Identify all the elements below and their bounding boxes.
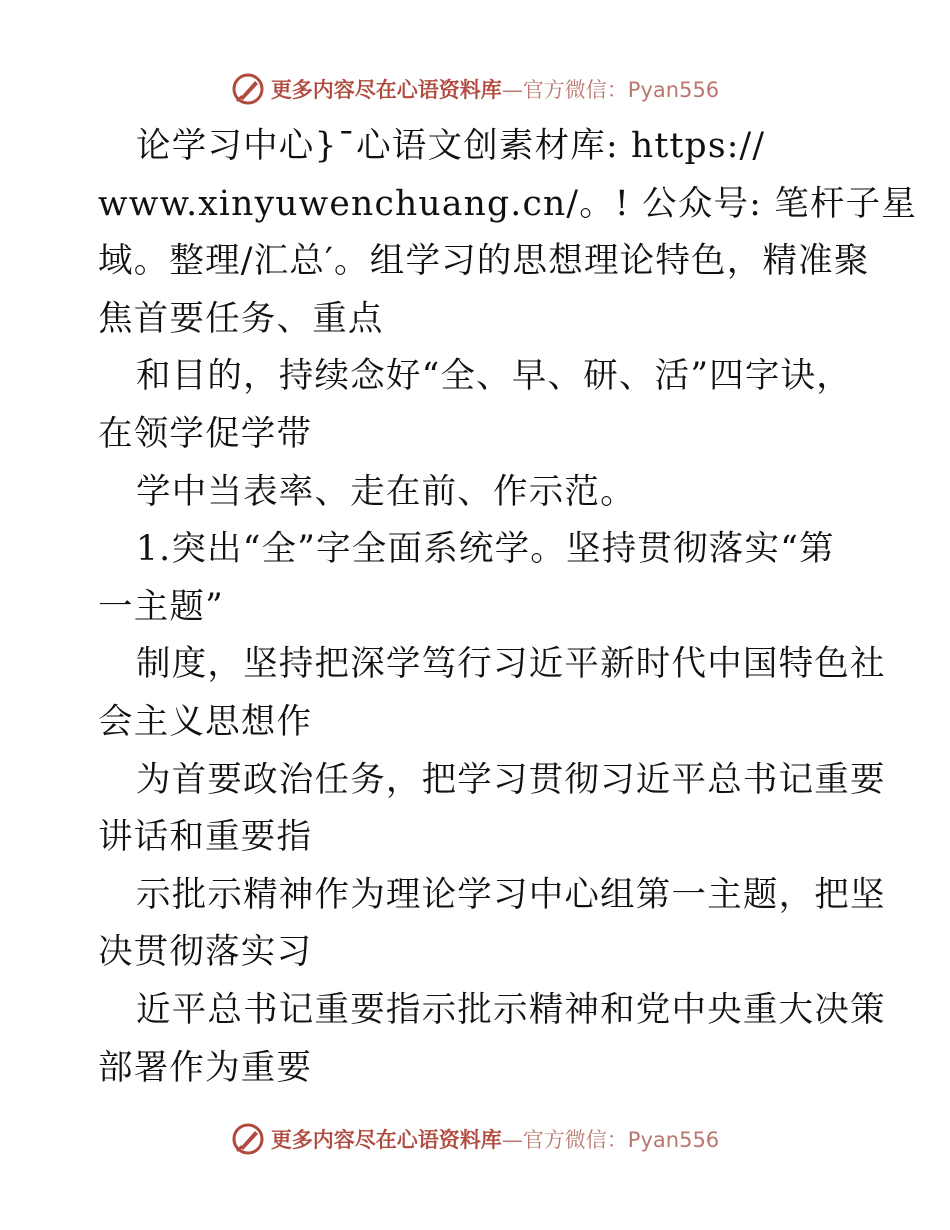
body-line-3: 域。整理/汇总′。组学习的思想理论特色，精准聚 — [98, 241, 870, 282]
body-line-14: 示批示精神作为理论学习中心组第一主题，把坚 — [136, 874, 886, 915]
body-line-8: 1.突出“全”字全面系统学。坚持贯彻落实“第 — [136, 529, 835, 570]
body-line-6: 在领学促学带 — [98, 413, 313, 454]
body-line-9: 一主题” — [98, 586, 224, 627]
body-line-10: 制度，坚持把深学笃行习近平新时代中国特色社 — [136, 644, 886, 685]
feather-pen-logo-icon — [231, 1122, 265, 1156]
body-line-17: 部署作为重要 — [98, 1047, 313, 1088]
body-line-13: 讲话和重要指 — [98, 817, 313, 858]
header-watermark-main: 更多内容尽在心语资料库 — [270, 78, 502, 102]
feather-pen-logo-icon — [231, 72, 265, 106]
body-line-2: www.xinyuwenchuang.cn/。! 公众号: 笔杆子星 — [98, 183, 918, 224]
document-body — [98, 118, 918, 1097]
body-line-7: 学中当表率、走在前、作示范。 — [136, 471, 636, 512]
footer-watermark-main: 更多内容尽在心语资料库 — [270, 1128, 502, 1152]
body-line-4: 焦首要任务、重点 — [98, 298, 384, 339]
header-watermark-banner — [0, 72, 950, 106]
body-line-11: 会主义思想作 — [98, 701, 313, 742]
body-line-1: 论学习中心}¯心语文创素材库: https:// — [136, 126, 766, 166]
body-line-12: 为首要政治任务，把学习贯彻习近平总书记重要 — [136, 759, 886, 800]
body-line-16: 近平总书记重要指示批示精神和党中央重大决策 — [136, 989, 886, 1030]
body-line-5: 和目的，持续念好“全、早、研、活”四字诀， — [136, 356, 852, 397]
footer-watermark-text — [271, 1124, 719, 1154]
footer-watermark-banner — [0, 1122, 950, 1156]
body-line-15: 决贯彻落实习 — [98, 932, 313, 973]
header-watermark-sub: —官方微信：Pyan556 — [501, 78, 720, 102]
footer-watermark-sub: —官方微信：Pyan556 — [501, 1128, 720, 1152]
header-watermark-text — [271, 74, 719, 104]
